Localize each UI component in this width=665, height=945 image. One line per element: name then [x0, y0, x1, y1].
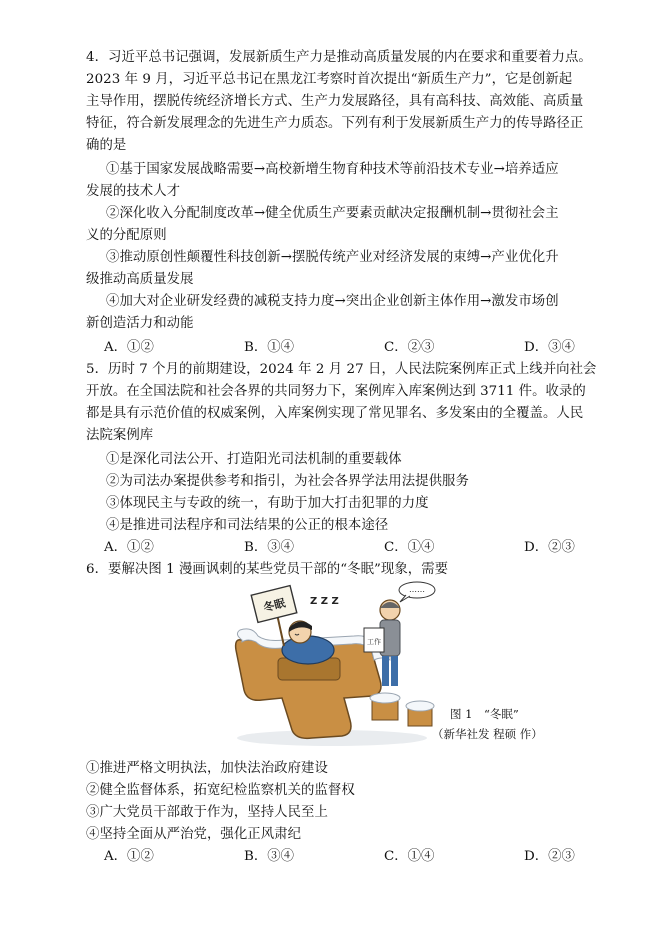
q6-option-c[interactable]: C．①④	[384, 849, 435, 864]
q5-option-b[interactable]: B．③④	[244, 540, 295, 555]
sleeping-official	[282, 621, 334, 664]
q4-stem-line: 特征，符合新发展理念的先进生产力质态。下列有利于发展新质生产力的传导路径正	[86, 116, 584, 131]
zzz-text: Z Z Z	[310, 596, 339, 607]
q6-statement-4: ④坚持全面从严治党，强化正风肃纪	[86, 827, 302, 842]
q4-statement-3-cont: 级推动高质量发展	[86, 272, 194, 287]
q4-option-a[interactable]: A．①②	[104, 340, 154, 355]
q4-stem-line: 2023 年 9 月，习近平总书记在黑龙江考察时首次提出“新质生产力”，它是创新起	[86, 72, 573, 87]
q6-statement-3: ③广大党员干部敢于作为，坚持人民至上	[86, 805, 328, 820]
q5-stem-line: 都是具有示范价值的权威案例，入库案例实现了常见罪名、多发案由的全覆盖。人民	[86, 406, 584, 421]
q4-statement-1-cont: 发展的技术人才	[86, 184, 181, 199]
cartoon-figure	[222, 580, 442, 750]
q6-statement-2: ②健全监督体系，拓宽纪检监察机关的监督权	[86, 783, 355, 798]
q5-option-c[interactable]: C．①④	[384, 540, 435, 555]
q6-option-a[interactable]: A．①②	[104, 849, 154, 864]
q5-stem-line: 开放。在全国法院和社会各界的共同努力下，案例库入库案例达到 3711 件。收录的	[86, 384, 586, 399]
q4-statement-2-cont: 义的分配原则	[86, 228, 167, 243]
q4-statement-4-cont: 新创造活力和动能	[86, 316, 194, 331]
bubble-text: ……	[409, 585, 425, 594]
q4-stem-line: 主导作用，摆脱传统经济增长方式、生产力发展路径，具有高科技、高效能、高质量	[86, 94, 584, 109]
sign-text: 冬眠	[262, 596, 287, 615]
q6-option-b[interactable]: B．③④	[244, 849, 295, 864]
q6-stem: 6．要解决图 1 漫画讽刺的某些党员干部的“冬眠”现象，需要	[86, 562, 449, 577]
q5-statement-4: ④是推进司法程序和司法结果的公正的根本途径	[106, 518, 389, 533]
paper-text: 工作	[367, 638, 381, 646]
q6-option-d[interactable]: D．②③	[524, 849, 575, 864]
q4-statement-2: ②深化收入分配制度改革→健全优质生产要素贡献决定报酬机制→贯彻社会主	[106, 206, 559, 221]
q4-statement-3: ③推动原创性颠覆性科技创新→摆脱传统产业对经济发展的束缚→产业优化升	[106, 250, 559, 265]
speech-bubble	[399, 582, 435, 602]
snowy-stools	[370, 693, 434, 726]
q4-statement-4: ④加大对企业研发经费的减税支持力度→突出企业创新主体作用→激发市场创	[106, 294, 559, 309]
q5-statement-1: ①是深化司法公开、打造阳光司法机制的重要载体	[106, 452, 402, 467]
q5-stem-line: 5．历时 7 个月的前期建设，2024 年 2 月 27 日，人民法院案例库正式上线并向社会	[86, 362, 597, 377]
q6-options	[104, 846, 584, 868]
q4-options	[104, 337, 584, 359]
q5-option-a[interactable]: A．①②	[104, 540, 154, 555]
q4-stem-line: 4．习近平总书记强调，发展新质生产力是推动高质量发展的内在要求和重要着力点。	[86, 50, 592, 65]
q5-statement-3: ③体现民主与专政的统一，有助于加大打击犯罪的力度	[106, 496, 429, 511]
q5-options	[104, 537, 584, 559]
q4-option-c[interactable]: C．②③	[384, 340, 435, 355]
q5-option-d[interactable]: D．②③	[524, 540, 575, 555]
q5-stem-line: 法院案例库	[86, 428, 154, 443]
q4-option-b[interactable]: B．①④	[244, 340, 295, 355]
figure-credit: （新华社发 程硕 作）	[432, 727, 543, 741]
q6-statement-1: ①推进严格文明执法，加快法治政府建设	[86, 761, 328, 776]
q4-stem-line: 确的是	[86, 138, 127, 153]
q4-option-d[interactable]: D．③④	[524, 340, 575, 355]
figure-caption: 图 1 “冬眠”	[450, 707, 519, 721]
q4-statement-1: ①基于国家发展战略需要→高校新增生物育种技术等前沿技术专业→培养适应	[106, 162, 559, 177]
q5-statement-2: ②为司法办案提供参考和指引，为社会各界学法用法提供服务	[106, 474, 469, 489]
